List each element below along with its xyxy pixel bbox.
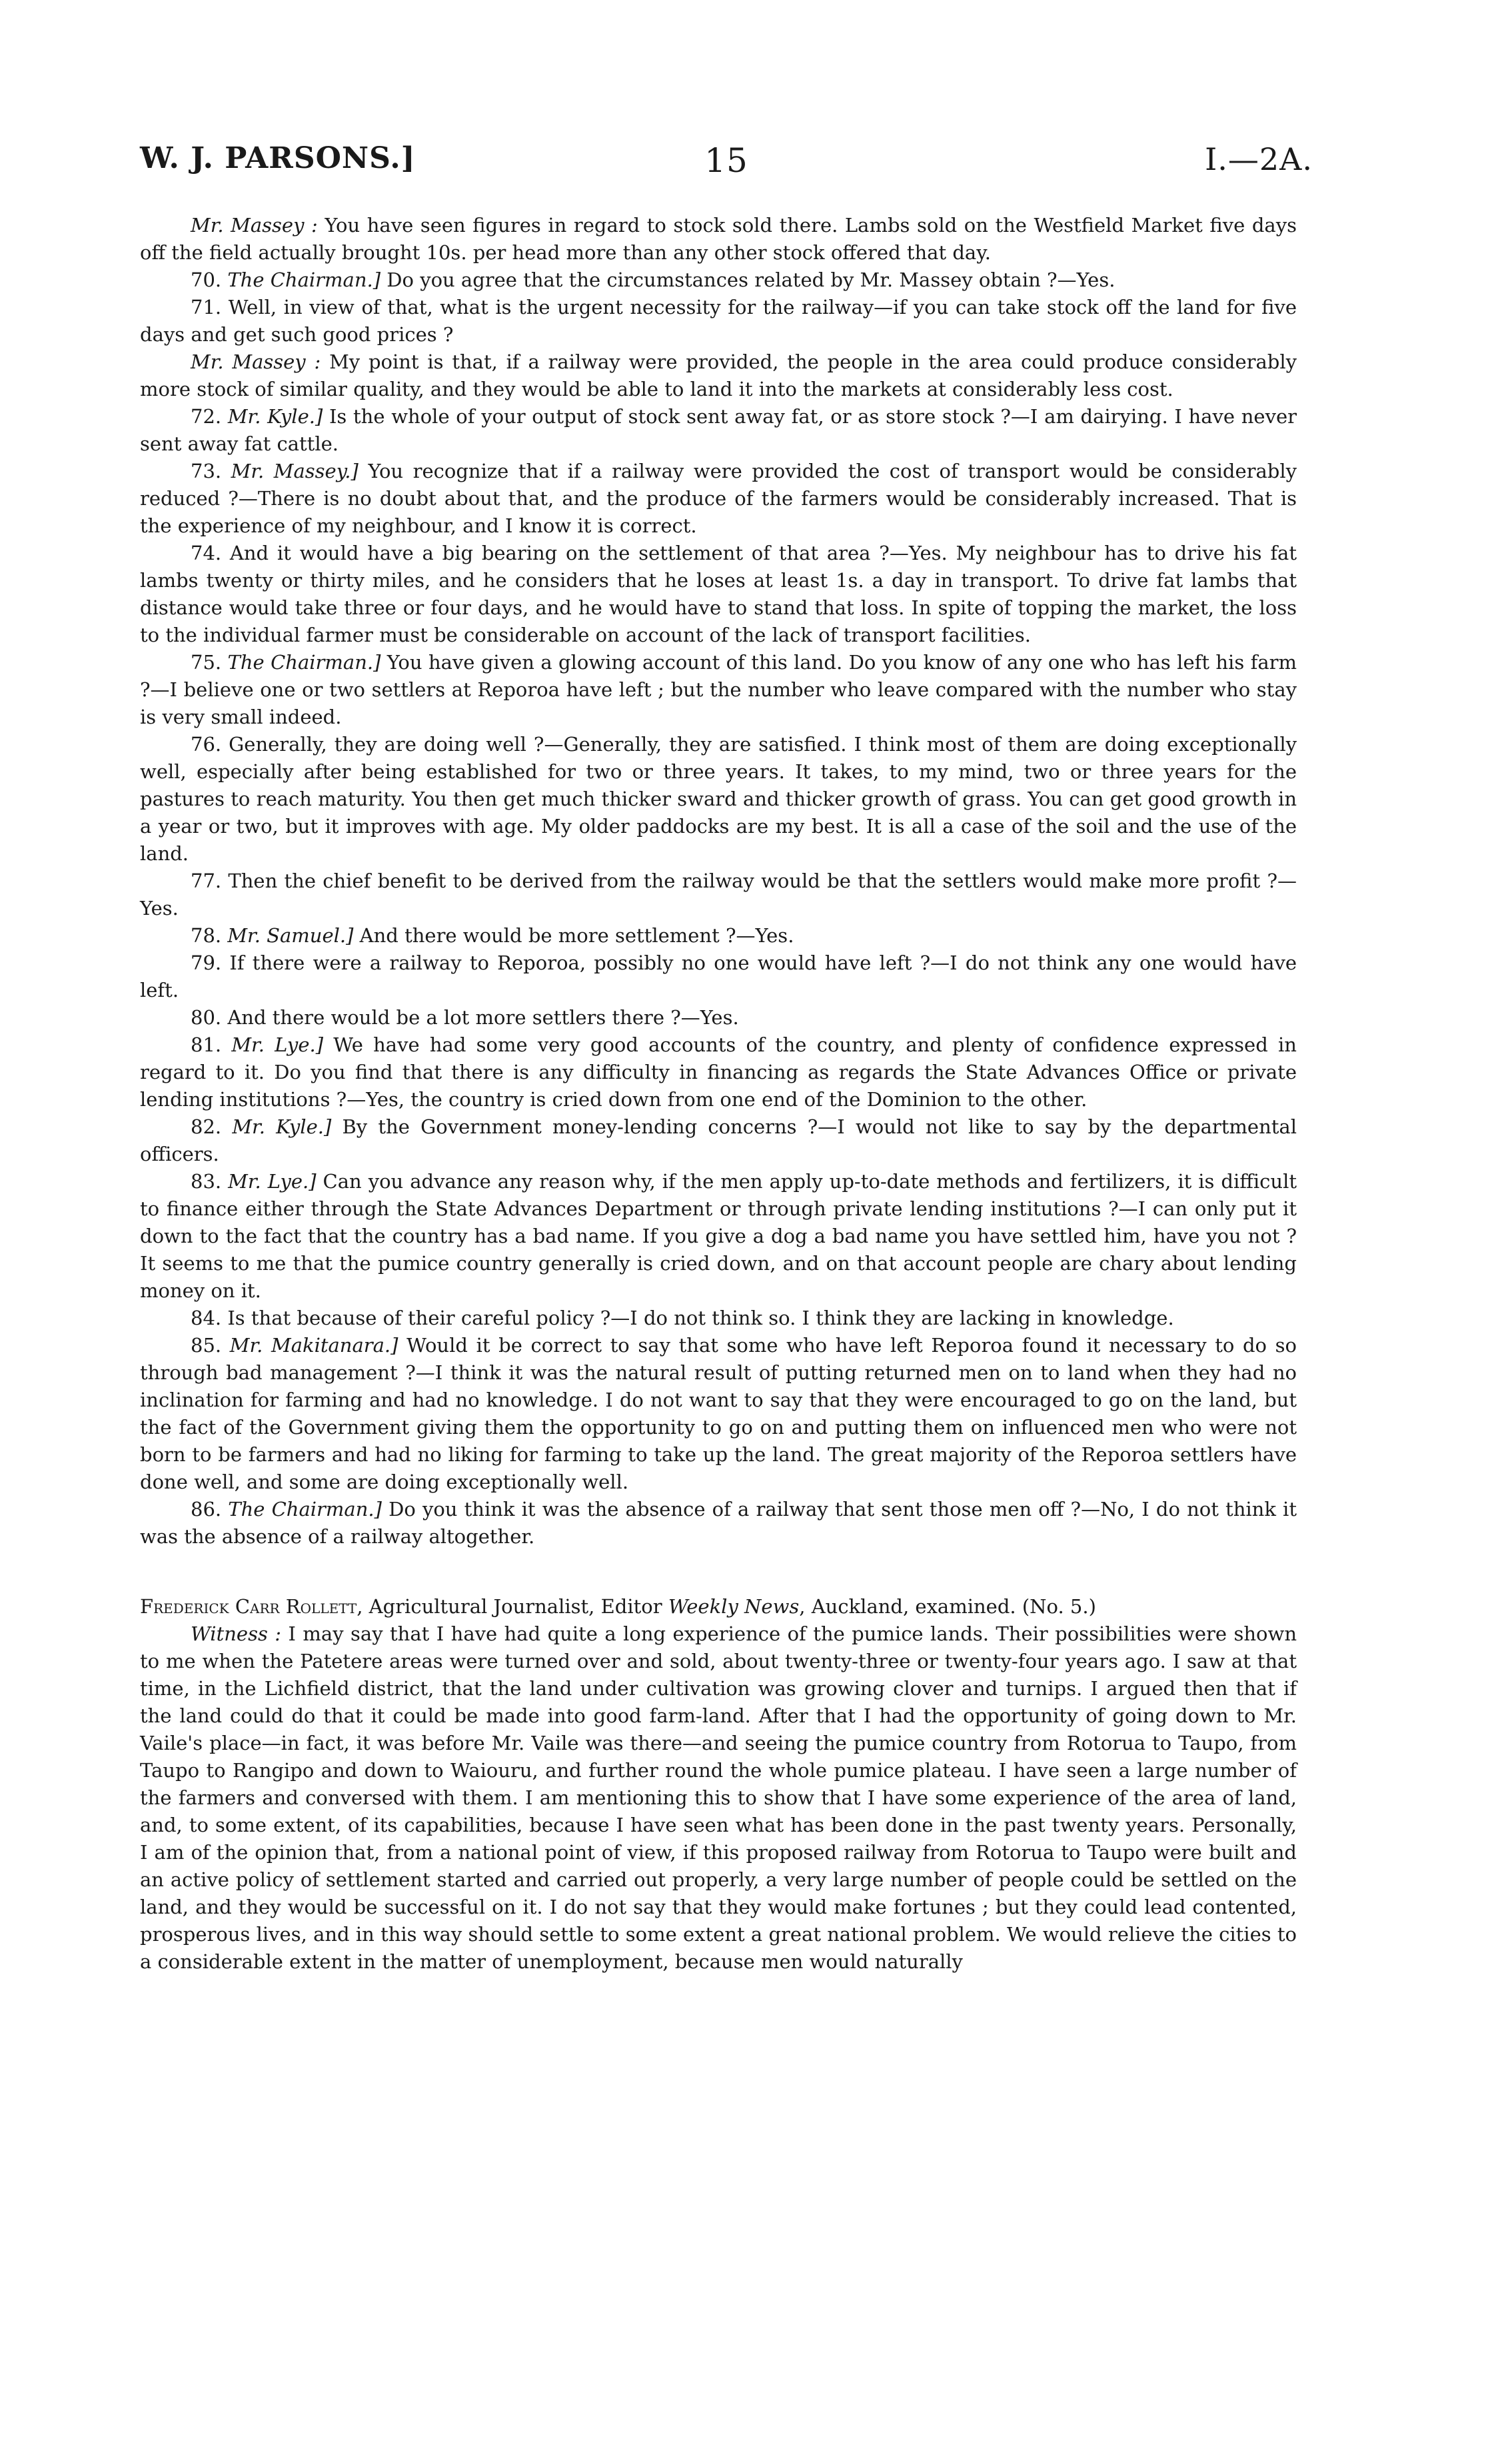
paragraph: [140, 731, 1297, 868]
paragraph-text: You have given a glowing account of this land. Do you know of any one who has left his farm ?—I believe one or two settlers at Reporoa have left ; but the number who leave compared with the number who stay is very small indeed.: [140, 651, 1297, 728]
witness-description-end: , Auckland, examined. (No. 5.): [799, 1595, 1096, 1618]
paragraph-text: I may say that I have had quite a long experience of the pumice lands. Their possibilities were shown to me when the Patetere areas were turned over and sold, about twenty-three or twenty-four years ago. I saw at that time, in the Lichfield district, that the land under cultivation was growing clover and turnips. I argued then that if the land could do that it could be made into good farm-land. After that I had the opportunity of going down to Mr. Vaile's place—in fact, it was before Mr. Vaile was there—and seeing the pumice country from Rotorua to Taupo, from Taupo to Rangipo and down to Waiouru, and further round the whole pumice plateau. I have seen a large number of the farmers and conversed with them. I am mentioning this to show that I have some experience of the area of land, and, to some extent, of its capabilities, because I have seen what has been done in the past twenty years. Personally, I am of the opinion that, from a national point of view, if this proposed railway from Rotorua to Taupo were built and an active policy of settlement started and carried out properly, a very large number of people could be settled on the land, and they would be successful on it. I do not say that they would make fortunes ; but they could lead contented, prosperous lives, and in this way should settle to some extent a great national problem. We would relieve the cities to a considerable extent in the matter of unemployment, because men would naturally: [140, 1622, 1297, 1973]
testimony-paragraphs: [140, 212, 1297, 1550]
paragraph-text: Is the whole of your output of stock sent away fat, or as store stock ?—I am dairying. I have never sent away fat cattle.: [140, 405, 1297, 455]
question-number: 86.: [191, 1498, 229, 1521]
paragraph: [140, 1113, 1297, 1168]
paragraph: [140, 294, 1297, 348]
paragraph-text: Do you think it was the absence of a railway that sent those men off ?—No, I do not think it was the absence of a railway altogether.: [140, 1498, 1297, 1548]
question-number: 79.: [191, 951, 230, 974]
question-number: 76.: [191, 733, 229, 756]
paragraph-text: And there would be a lot more settlers there ?—Yes.: [227, 1006, 739, 1029]
question-number: 81.: [191, 1033, 232, 1056]
paragraph: [140, 949, 1297, 1004]
paragraph-text: And it would have a big bearing on the settlement of that area ?—Yes. My neighbour has to drive his fat lambs twenty or thirty miles, and he considers that he loses at least 1s. a day in transport. To drive fat lambs that distance would take three or four days, and he would have to stand that loss. In spite of topping the market, the loss to the individual farmer must be considerable on account of the lack of transport facilities.: [140, 542, 1297, 646]
paragraph: [140, 1031, 1297, 1113]
speaker: Mr. Lye.]: [228, 1170, 317, 1193]
witness-description: , Agricultural Journalist, Editor: [357, 1595, 668, 1618]
question-number: 70.: [191, 269, 228, 291]
paragraph: [140, 403, 1297, 458]
paragraph-text: You recognize that if a railway were provided the cost of transport would be considerably reduced ?—There is no doubt about that, and the produce of the farmers would be considerably increased. That is the experience of my neighbour, and I know it is correct.: [140, 460, 1297, 537]
paragraph-text: Generally, they are doing well ?—Generally, they are satisfied. I think most of them are doing exceptionally well, especially after being established for two or three years. It takes, to my mind, two or three years for the pastures to reach maturity. You then get much thicker sward and thicker growth of grass. You can get good growth in a year or two, but it improves with age. My older paddocks are my best. It is all a case of the soil and the use of the land.: [140, 733, 1297, 865]
question-number: 72.: [191, 405, 228, 428]
question-number: 85.: [191, 1334, 230, 1357]
question-number: 75.: [191, 651, 228, 674]
question-number: 82.: [191, 1115, 233, 1138]
speaker: Mr. Kyle.]: [227, 405, 323, 428]
header-witness-name: W. J. PARSONS.]: [140, 141, 416, 175]
question-number: 73.: [191, 460, 231, 482]
speaker: Mr. Lye.]: [231, 1033, 324, 1056]
question-number: 78.: [191, 924, 228, 947]
paper-reference: I.—2A.: [1205, 141, 1313, 177]
question-number: 71.: [191, 296, 229, 318]
paragraph-text: Would it be correct to say that some who have left Reporoa found it necessary to do so through bad management ?—I think it was the natural result of putting returned men on to land when they had no inclination for farming and had no knowledge. I do not want to say that they were encouraged to go on the land, but the fact of the Government giving them the opportunity to go on and putting them on influenced men who were not born to be farmers and had no liking for farming to take up the land. The great majority of the Reporoa settlers have done well, and some are doing exceptionally well.: [140, 1334, 1297, 1493]
paragraph-text: You have seen figures in regard to stock sold there. Lambs sold on the Westfield Market five days off the field actually brought 10s. per head more than any other stock offered that day.: [140, 214, 1297, 264]
paragraph: [140, 267, 1297, 294]
paragraph: [140, 868, 1297, 922]
paragraph: [140, 1496, 1297, 1550]
speaker: Mr. Massey.]: [231, 460, 359, 482]
speaker: The Chairman.]: [227, 269, 381, 291]
paragraph-text: If there were a railway to Reporoa, possibly no one would have left ?—I do not think any one would have left.: [140, 951, 1297, 1001]
paragraph: [140, 1332, 1297, 1496]
witness-name: Frederick Carr Rollett: [140, 1595, 357, 1618]
paragraph-text: My point is that, if a railway were provided, the people in the area could produce considerably more stock of similar quality, and they would be able to land it into the markets at considerably less cost.: [140, 350, 1297, 400]
paragraph: [140, 458, 1297, 540]
page-number: 15: [704, 141, 748, 180]
paragraph-text: Then the chief benefit to be derived from the railway would be that the settlers would make more profit ?—Yes.: [140, 870, 1297, 920]
question-number: 77.: [191, 870, 229, 892]
question-number: 74.: [191, 542, 230, 564]
paragraph: [140, 212, 1297, 267]
document-body: [140, 212, 1297, 1976]
speaker: The Chairman.]: [227, 651, 381, 674]
paragraph: [140, 1305, 1297, 1332]
page-header: [140, 141, 1313, 181]
witness-heading: [140, 1593, 1297, 1620]
witness-statement: [140, 1620, 1297, 1976]
question-number: 83.: [191, 1170, 229, 1193]
paragraph-text: Do you agree that the circumstances related by Mr. Massey obtain ?—Yes.: [380, 269, 1116, 291]
paragraph: [140, 922, 1297, 949]
question-number: 80.: [191, 1006, 228, 1029]
paragraph-text: Can you advance any reason why, if the men apply up-to-date methods and fertilizers, it is difficult to finance either through the State Advances Department or through private lending institutions ?—I can only put it down to the fact that the country has a bad name. If you give a dog a bad name you have settled him, have you not ? It seems to me that the pumice country generally is cried down, and on that account people are chary about lending money on it.: [140, 1170, 1297, 1302]
paragraph: [140, 540, 1297, 649]
paragraph: [140, 348, 1297, 403]
paragraph-text: Well, in view of that, what is the urgent necessity for the railway—if you can take stock off the land for five days and get such good prices ?: [140, 296, 1297, 346]
paragraph: [140, 649, 1297, 731]
speaker: Mr. Kyle.]: [232, 1115, 332, 1138]
paragraph-text: Is that because of their careful policy ?—I do not think so. I think they are lacking in knowledge.: [227, 1307, 1174, 1329]
paragraph-text: By the Government money-lending concerns ?—I would not like to say by the departmental officers.: [140, 1115, 1297, 1165]
speaker: Mr. Makitanara.]: [229, 1334, 398, 1357]
paragraph: [140, 1004, 1297, 1031]
speaker: Witness :: [191, 1622, 282, 1645]
speaker: Mr. Massey :: [191, 214, 318, 237]
question-number: 84.: [191, 1307, 228, 1329]
paragraph-text: And there would be more settlement ?—Yes.: [353, 924, 794, 947]
speaker: Mr. Samuel.]: [227, 924, 354, 947]
speaker: Mr. Massey :: [191, 350, 321, 373]
speaker: The Chairman.]: [228, 1498, 382, 1521]
paragraph-text: We have had some very good accounts of the country, and plenty of confidence expressed in regard to it. Do you find that there is any difficulty in financing as regards the State Advances Office or private lending institutions ?—Yes, the country is cried down from one end of the Dominion to the other.: [140, 1033, 1297, 1111]
paragraph: [140, 1168, 1297, 1305]
newspaper-title: Weekly News: [668, 1595, 800, 1618]
